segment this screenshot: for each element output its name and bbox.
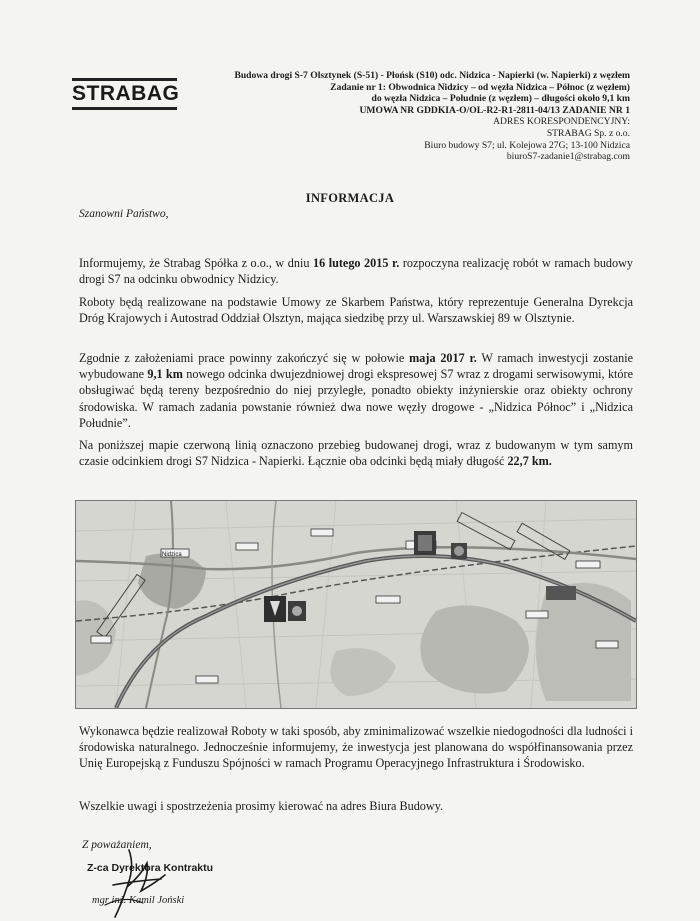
paragraph-map-intro xyxy=(79,437,633,469)
header-task-line: Zadanie nr 1: Obwodnica Nidzicy – od węzła Nidzica – Północ (z węzłem) xyxy=(330,81,630,93)
paragraph-contract: Roboty będą realizowane na podstawie Umowy ze Skarbem Państwa, który reprezentuje Generalna Dyrekcja Dróg Krajowych i Autostrad Oddział Olsztyn, mająca siedzibę przy ul. Warszawskiej 89 w Olsztynie. xyxy=(79,295,633,326)
p3-text-a: Zgodnie z założeniami prace powinny zakończyć się w połowie xyxy=(79,351,410,365)
start-date: 16 lutego 2015 r. xyxy=(312,256,400,270)
interchange-south-icon xyxy=(264,596,286,622)
total-length: 22,7 km. xyxy=(507,454,552,469)
header-office-address: Biuro budowy S7; ul. Kolejowa 27G; 13-100 Nidzica xyxy=(424,139,630,151)
bridge-icon xyxy=(451,543,467,559)
interchange-north-icon xyxy=(414,531,436,555)
map-town-label: Nidzica xyxy=(162,552,182,558)
paragraph-environment: Wykonawca będzie realizował Roboty w taki sposób, aby zminimalizować wszelkie niedogodności dla ludności i środowiska naturalnego. Jednocześnie informujemy, że inwestycja jest planowana do współfinansowania przez Unię Europejską z Funduszu Spójności w ramach Programu Operacyjnego Infrastruktura i Środowisko. xyxy=(79,724,633,771)
signer-role: Z-ca Dyrektora Kontraktu xyxy=(87,862,214,874)
signer-name: mgr inż. Kamil Joński xyxy=(92,895,185,906)
p4-text-a: Na poniższej mapie czerwoną linią oznaczono przebieg budowanej drogi, wraz z budowanym w tym samym czasie odcinkiem drogi S7 Nidzica - Napierki. Łącznie oba odcinki będą miały długość xyxy=(79,438,633,469)
p1-text-c: rozpoczyna realizację robót w ramach budowy drogi S7 na odcinku obwodnicy Nidzicy. xyxy=(79,256,634,287)
handwritten-signature xyxy=(95,845,205,921)
logo-text: STRABAG xyxy=(72,82,180,105)
p3-text-c: W ramach inwestycji zostanie wybudowane xyxy=(79,351,633,382)
section-length: 9,1 km xyxy=(147,367,183,382)
header-address-label: ADRES KORESPONDENCYJNY: xyxy=(493,116,630,128)
header-company: STRABAG Sp. z o.o. xyxy=(546,127,630,139)
header-contract-line: UMOWA NR GDDKIA-O/OL-R2-R1-2811-04/13 ZADANIE NR 1 xyxy=(359,104,630,116)
p3-text-e: nowego odcinka dwujezdniowej drogi ekspresowej S7 wraz z drogami serwisowymi, które obsługiwać będą tereny bezpośrednio do niej przyległe, ponadto obiekty inżynierskie oraz obiekty ochrony środowiska. W ramach zadania powstanie również dwa nowe węzły drogowe - „Nidzica Północ” i „Nidzica Południe”. xyxy=(79,367,633,430)
greeting: Szanowni Państwo, xyxy=(79,208,169,220)
letterhead xyxy=(160,70,630,163)
overpass-icon xyxy=(546,586,576,600)
map-drawing xyxy=(76,501,636,708)
header-email: biuroS7-zadanie1@strabag.com xyxy=(506,151,630,163)
p1-text-a: Informujemy, że Strabag Spółka z o.o., w dniu xyxy=(79,256,313,270)
paragraph-contact: Wszelkie uwagi i spostrzeżenia prosimy kierować na adres Biura Budowy. xyxy=(79,799,444,813)
paragraph-start-date xyxy=(79,255,633,287)
document-title: INFORMACJA xyxy=(305,191,395,205)
header-project-line: Budowa drogi S-7 Olsztynek (S-51) - Płońsk (S10) odc. Nidzica - Napierki (w. Napierki) z węzłem xyxy=(234,70,630,81)
closing: Z poważaniem, xyxy=(82,839,152,851)
header-length-line: do węzła Nidzica – Południe (z węzłem) – długości około 9,1 km xyxy=(371,93,630,105)
paragraph-scope xyxy=(79,350,633,431)
junction-icon xyxy=(288,601,306,621)
route-map xyxy=(75,500,637,709)
end-date: maja 2017 r. xyxy=(409,351,477,365)
